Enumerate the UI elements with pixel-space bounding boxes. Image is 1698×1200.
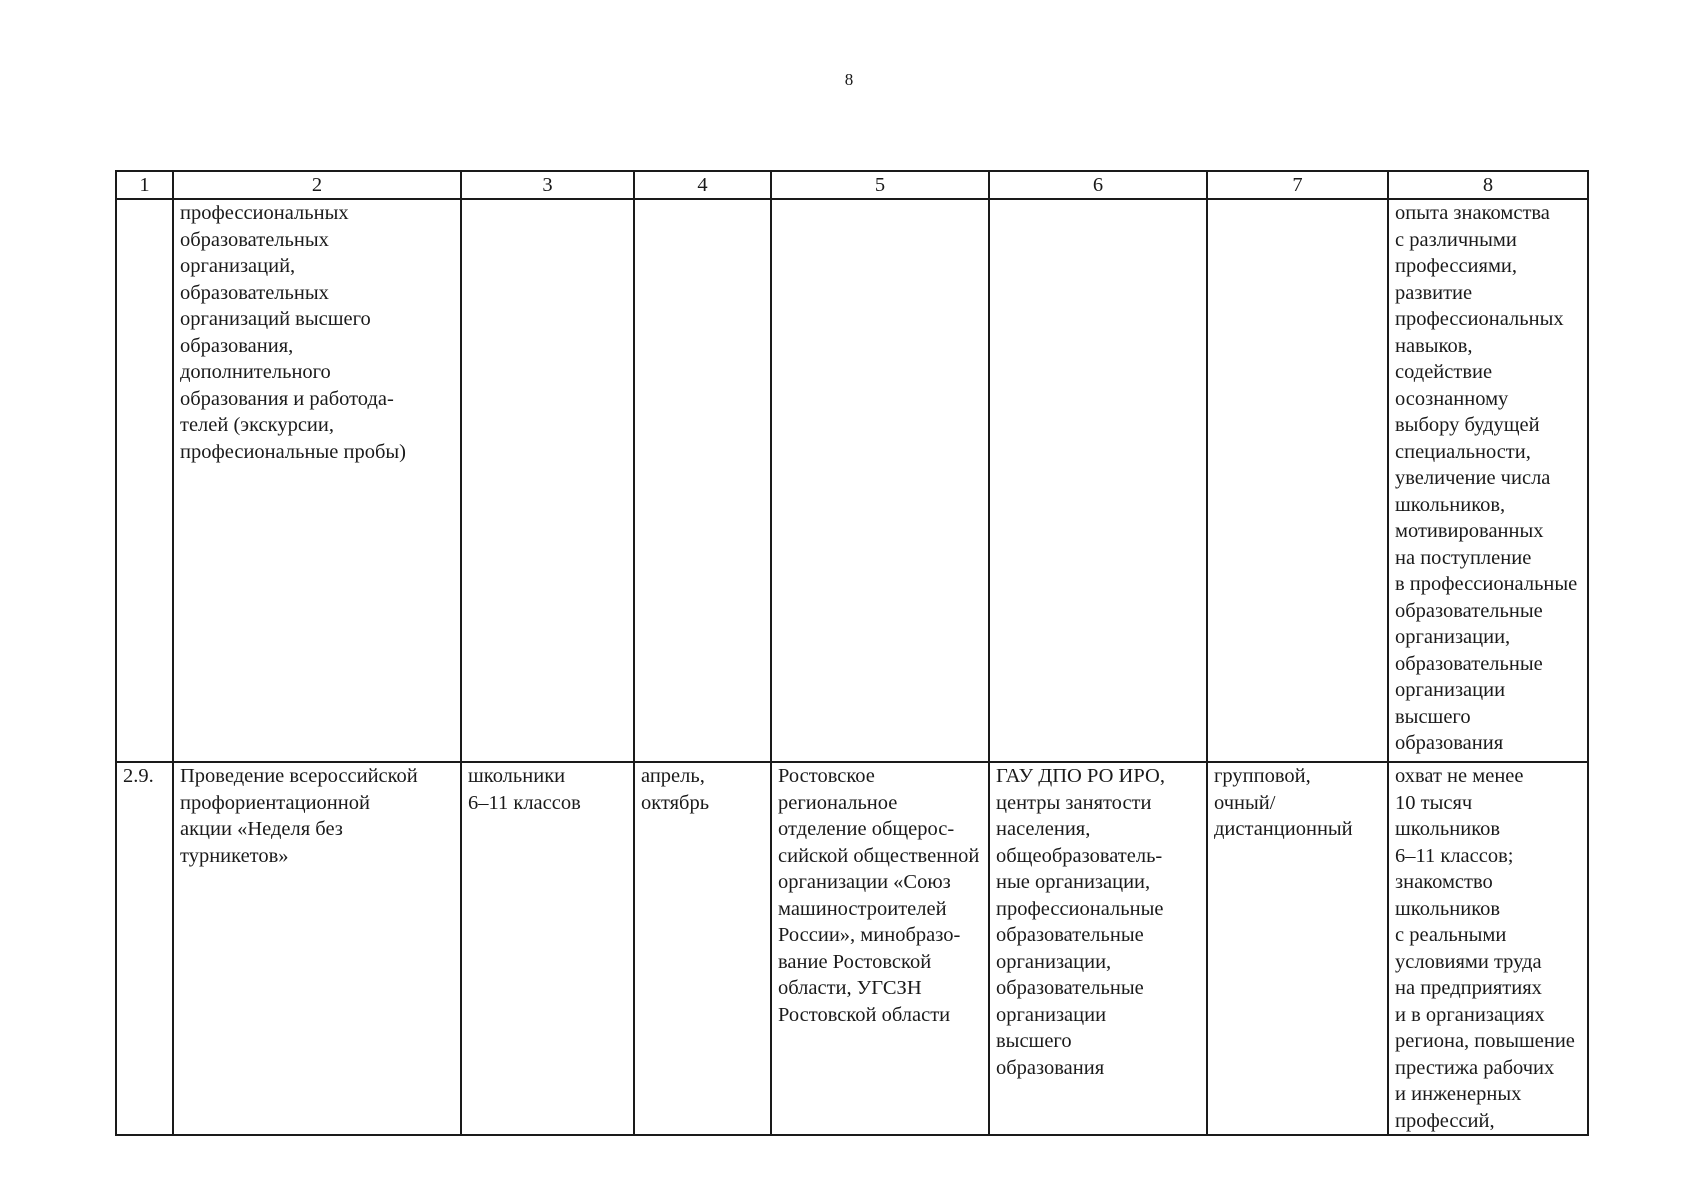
cell-text-line: апрель, bbox=[641, 765, 705, 787]
cell-text-line: осознанному bbox=[1395, 387, 1509, 410]
cell-text-line: образования bbox=[1395, 732, 1504, 754]
cell-text-line: ГАУ ДПО РО ИРО, bbox=[996, 765, 1165, 787]
cell-text-line: образовательные bbox=[1395, 599, 1543, 622]
cell-text-line: октябрь bbox=[641, 791, 710, 814]
cell-text-line: телей (экскурсии, bbox=[180, 414, 334, 436]
cell-text-line: сийской общественной bbox=[778, 844, 980, 867]
cell-text-line: турникетов» bbox=[180, 844, 289, 867]
cell-text-line: групповой, bbox=[1214, 765, 1311, 787]
cell-text-line: высшего bbox=[996, 1030, 1072, 1052]
cell-text-line: образовательных bbox=[180, 228, 329, 251]
cell-text-line: Ростовской области bbox=[778, 1003, 951, 1026]
cell-text-line: образования bbox=[996, 1056, 1105, 1079]
cell-text-line: организации bbox=[996, 1003, 1107, 1026]
cell-text-line: выбору будущей bbox=[1395, 414, 1540, 436]
cell-participants bbox=[461, 199, 634, 762]
cell-text-line: высшего bbox=[1395, 705, 1471, 728]
cell-format bbox=[1207, 762, 1388, 1135]
cell-text-line: образования и работода- bbox=[180, 387, 394, 410]
cell-text-line: России», минобразо- bbox=[778, 924, 961, 946]
cell-text-line: охват не менее bbox=[1395, 765, 1524, 787]
cell-text-line: школьники bbox=[468, 765, 566, 787]
cell-text-line: образовательные bbox=[996, 977, 1144, 999]
cell-text-line: 6–11 классов bbox=[468, 791, 581, 814]
cell-text-line: региона, повышение bbox=[1395, 1030, 1575, 1052]
activities-table bbox=[115, 170, 1589, 1136]
cell-text-line: отделение общерос- bbox=[778, 818, 955, 840]
cell-text-line: профессий, bbox=[1395, 1109, 1495, 1132]
cell-text-line: мотивированных bbox=[1395, 520, 1544, 542]
cell-dates bbox=[634, 762, 771, 1135]
cell-text-line: образования, bbox=[180, 334, 294, 357]
cell-number bbox=[116, 199, 173, 762]
cell-text-line: организаций, bbox=[180, 255, 296, 277]
cell-organizers bbox=[771, 762, 989, 1135]
cell-text-line: профориентационной bbox=[180, 791, 370, 814]
cell-text-line: школьников bbox=[1395, 897, 1501, 920]
cell-text-line: ные организации, bbox=[996, 871, 1151, 893]
cell-participants bbox=[461, 762, 634, 1135]
table-row-continuation bbox=[116, 199, 1588, 762]
cell-dates bbox=[634, 199, 771, 762]
cell-format bbox=[1207, 199, 1388, 762]
cell-results bbox=[1388, 199, 1588, 762]
cell-text-line: Проведение всероссийской bbox=[180, 765, 418, 787]
cell-text-line: условиями труда bbox=[1395, 950, 1542, 973]
cell-text-line: профессиональных bbox=[1395, 308, 1564, 330]
cell-text-line: с реальными bbox=[1395, 924, 1507, 946]
cell-text-line: центры занятости bbox=[996, 791, 1152, 814]
cell-text-line: опыта знакомства bbox=[1395, 202, 1550, 224]
cell-text-line: содействие bbox=[1395, 361, 1493, 383]
page-number: 8 bbox=[844, 70, 854, 89]
cell-text-line: образовательных bbox=[180, 281, 329, 304]
table-row-2-9 bbox=[116, 762, 1588, 1135]
header-cell: 3 bbox=[461, 171, 634, 199]
cell-event-name bbox=[173, 199, 461, 762]
cell-text-line: 10 тысяч bbox=[1395, 791, 1473, 814]
cell-text-line: профессиональные bbox=[996, 897, 1164, 920]
cell-text-line: вание Ростовской bbox=[778, 950, 932, 973]
cell-results bbox=[1388, 762, 1588, 1135]
cell-text-line: области, УГСЗН bbox=[778, 977, 922, 999]
cell-text-line: образовательные bbox=[1395, 652, 1543, 675]
cell-text-line: населения, bbox=[996, 818, 1091, 840]
cell-text-line: машиностроителей bbox=[778, 897, 947, 920]
cell-event-name bbox=[173, 762, 461, 1135]
header-cell: 5 bbox=[771, 171, 989, 199]
cell-text-line: увеличение числа bbox=[1395, 467, 1551, 489]
header-cell: 7 bbox=[1207, 171, 1388, 199]
cell-text-line: образовательные bbox=[996, 924, 1144, 946]
cell-text-line: знакомство bbox=[1395, 871, 1493, 893]
cell-text-line: профессиями, bbox=[1395, 255, 1518, 277]
cell-text-line: организации, bbox=[996, 950, 1112, 973]
cell-text-line: организации bbox=[1395, 679, 1506, 701]
cell-text-line: с различными bbox=[1395, 228, 1517, 251]
cell-text-line: акции «Неделя без bbox=[180, 818, 343, 840]
header-cell: 6 bbox=[989, 171, 1207, 199]
cell-text-line: школьников bbox=[1395, 818, 1501, 840]
header-cell: 4 bbox=[634, 171, 771, 199]
cell-text-line: 6–11 классов; bbox=[1395, 844, 1514, 867]
cell-text-line: организации, bbox=[1395, 626, 1511, 648]
cell-text-line: на предприятиях bbox=[1395, 977, 1542, 999]
cell-text-line: и инженерных bbox=[1395, 1083, 1522, 1105]
cell-text-line: дополнительного bbox=[180, 361, 331, 383]
table-header-row bbox=[116, 171, 1588, 199]
header-cell: 8 bbox=[1388, 171, 1588, 199]
cell-text-line: навыков, bbox=[1395, 334, 1473, 357]
header-cell: 2 bbox=[173, 171, 461, 199]
cell-text-line: организаций высшего bbox=[180, 308, 371, 330]
cell-text-line: профессиональных bbox=[180, 202, 349, 224]
cell-text-line: дистанционный bbox=[1214, 818, 1353, 840]
header-cell: 1 bbox=[116, 171, 173, 199]
cell-text-line: на поступление bbox=[1395, 546, 1532, 569]
cell-partners bbox=[989, 762, 1207, 1135]
cell-text-line: специальности, bbox=[1395, 440, 1531, 463]
cell-text-line: в профессиональные bbox=[1395, 573, 1578, 595]
cell-text-line: очный/ bbox=[1214, 791, 1276, 814]
cell-text-line: престижа рабочих bbox=[1395, 1056, 1555, 1079]
cell-text-line: Ростовское bbox=[778, 765, 875, 787]
cell-number: 2.9. bbox=[116, 762, 173, 1135]
cell-text-line: региональное bbox=[778, 791, 898, 814]
cell-organizers bbox=[771, 199, 989, 762]
cell-text-line: организации «Союз bbox=[778, 871, 951, 893]
cell-text-line: развитие bbox=[1395, 281, 1473, 304]
cell-text-line: и в организациях bbox=[1395, 1003, 1545, 1026]
cell-text-line: общеобразователь- bbox=[996, 844, 1163, 867]
cell-partners bbox=[989, 199, 1207, 762]
cell-text-line: професиональные пробы) bbox=[180, 440, 406, 463]
cell-text-line: школьников, bbox=[1395, 493, 1506, 516]
